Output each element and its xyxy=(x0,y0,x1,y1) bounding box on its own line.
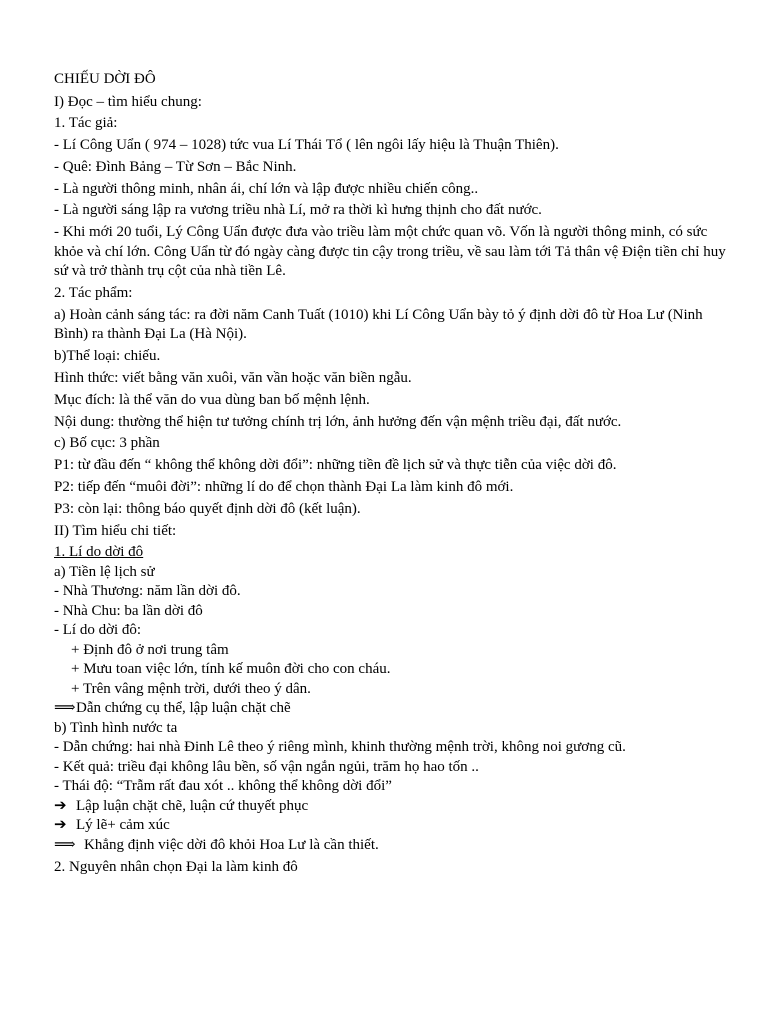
layout-part: P1: từ đầu đến “ không thể không dời đổi”: những tiền đề lịch sử và thực tiễn của việc dời đô. xyxy=(54,457,617,474)
situation-item: - Dẫn chứng: hai nhà Đinh Lê theo ý riêng mình, khinh thường mệnh trời, không noi gương cũ. xyxy=(54,739,626,756)
reason-item: + Trên vâng mệnh trời, dưới theo ý dân. xyxy=(71,680,311,697)
layout-part: P3: còn lại: thông báo quyết định dời đô (kết luận). xyxy=(54,500,361,517)
subsection-2-heading: 2. Nguyên nhân chọn Đại la làm kinh đô xyxy=(54,858,298,875)
double-arrow-icon: ⟹ xyxy=(54,836,76,853)
conclusion-text: Dẫn chứng cụ thể, lập luận chặt chẽ xyxy=(76,700,291,717)
author-item: - Quê: Đình Bảng – Từ Sơn – Bắc Ninh. xyxy=(54,158,297,175)
document-body xyxy=(54,70,734,877)
situation-item: - Kết quả: triều đại không lâu bền, số vận ngắn ngủi, trăm họ hao tốn .. xyxy=(54,758,479,775)
double-arrow-icon: ⟹ xyxy=(54,700,76,717)
arrow-right-icon: ➔ xyxy=(54,797,67,814)
work-content: Nội dung: thường thể hiện tư tưởng chính trị lớn, ảnh hưởng đến vận mệnh triều đại, đất nước. xyxy=(54,413,622,430)
document-title: CHIẾU DỜI ĐÔ xyxy=(54,71,156,87)
precedent-heading: a) Tiền lệ lịch sử xyxy=(54,563,155,580)
subsection-1-heading: 1. Lí do dời đô xyxy=(54,544,144,561)
section-2-heading: II) Tìm hiểu chi tiết: xyxy=(54,522,177,539)
section-1-heading: I) Đọc – tìm hiểu chung: xyxy=(54,93,202,110)
arrow-line xyxy=(54,816,734,836)
situation-item: - Thái độ: “Trẫm rất đau xót .. không thể không dời đổi” xyxy=(54,778,392,795)
author-biography: - Khi mới 20 tuổi, Lý Công Uẩn được đưa vào triều làm một chức quan võ. Vốn là người thông minh, có sức khỏe và chí lớn. Công Uẩn từ đó ngày càng được tin cậy trong triều, về sau làm tới Tả thân vệ Điện tiền chỉ huy sứ và trở thành trụ cột của nhà tiền Lê. xyxy=(54,224,726,280)
author-item: - Là người thông minh, nhân ái, chí lớn và lập được nhiều chiến công.. xyxy=(54,180,479,197)
author-item: - Là người sáng lập ra vương triều nhà Lí, mở ra thời kì hưng thịnh cho đất nước. xyxy=(54,202,542,219)
work-genre: b)Thể loại: chiếu. xyxy=(54,348,161,365)
work-context: a) Hoàn cảnh sáng tác: ra đời năm Canh Tuất (1010) khi Lí Công Uẩn bày tỏ ý định dời đô từ Hoa Lư (Ninh Bình) ra thành Đại La (Hà Nội). xyxy=(54,306,703,343)
work-form: Hình thức: viết bằng văn xuôi, văn vần hoặc văn biền ngẫu. xyxy=(54,369,412,386)
final-conclusion-text: Khẳng định việc dời đô khỏi Hoa Lư là cần thiết. xyxy=(84,836,379,853)
conclusion-line xyxy=(54,699,734,719)
arrow-line xyxy=(54,797,734,817)
precedent-item: - Lí do dời đô: xyxy=(54,622,142,639)
layout-heading: c) Bố cục: 3 phần xyxy=(54,435,160,452)
reason-item: + Mưu toan việc lớn, tính kế muôn đời cho con cháu. xyxy=(71,661,391,678)
work-purpose: Mục đích: là thể văn do vua dùng ban bố mệnh lệnh. xyxy=(54,391,370,408)
author-heading: 1. Tác giả: xyxy=(54,115,118,132)
situation-heading: b) Tình hình nước ta xyxy=(54,719,178,736)
layout-part: P2: tiếp đến “muôi đời”: những lí do để chọn thành Đại La làm kinh đô mới. xyxy=(54,478,514,495)
work-heading: 2. Tác phẩm: xyxy=(54,285,133,302)
reason-item: + Định đô ở nơi trung tâm xyxy=(71,641,229,658)
final-conclusion-line xyxy=(54,836,734,856)
precedent-item: - Nhà Chu: ba lần dời đô xyxy=(54,602,203,619)
arrow-right-icon: ➔ xyxy=(54,817,67,834)
precedent-item: - Nhà Thương: năm lần dời đô. xyxy=(54,583,241,600)
arrow-line-text: Lý lẽ+ cảm xúc xyxy=(76,817,170,834)
author-item: - Lí Công Uẩn ( 974 – 1028) tức vua Lí Thái Tổ ( lên ngôi lấy hiệu là Thuận Thiên). xyxy=(54,137,559,154)
arrow-line-text: Lập luận chặt chẽ, luận cứ thuyết phục xyxy=(76,797,309,814)
